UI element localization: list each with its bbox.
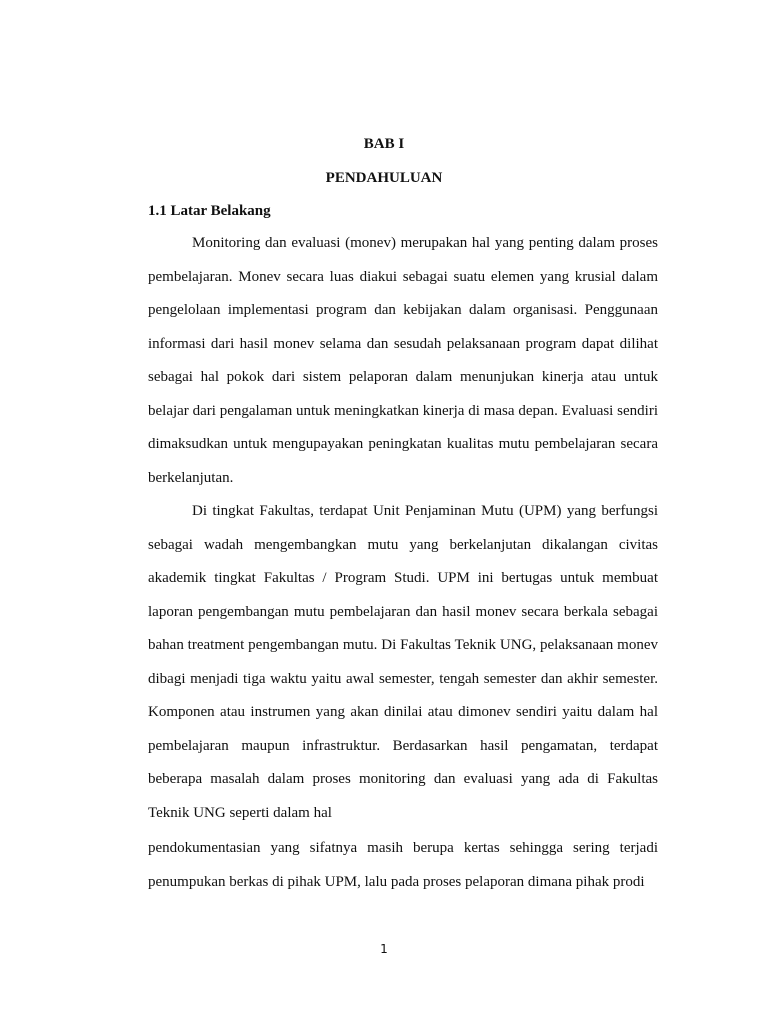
chapter-title: PENDAHULUAN (325, 170, 443, 186)
section-heading: 1.1 Latar Belakang (148, 203, 271, 219)
paragraph-1: Monitoring dan evaluasi (monev) merupakan hal yang penting dalam proses pembelajaran. Monev secara luas diakui sebagai suatu elemen yang krusial dalam pengelolaan implementasi program dan kebijakan dalam organisasi. Penggunaan informasi dari hasil monev selama dan sesudah pelaksanaan program dapat dilihat sebagai hal pokok dari sistem pelaporan dalam menunjukan kinerja atau untuk belajar dari pengalaman untuk meningkatkan kinerja di masa depan. Evaluasi sendiri dimaksudkan untuk mengupayakan peningkatan kualitas mutu pembelajaran secara berkelanjutan. (148, 235, 658, 486)
chapter-number: BAB I (363, 136, 405, 152)
paragraph-2: Di tingkat Fakultas, terdapat Unit Penjaminan Mutu (UPM) yang berfungsi sebagai wadah mengembangkan mutu yang berkelanjutan dikalangan civitas akademik tingkat Fakultas / Program Studi. UPM ini bertugas untuk membuat laporan pengembangan mutu pembelajaran dan hasil monev secara berkala sebagai bahan treatment pengembangan mutu. Di Fakultas Teknik UNG, pelaksanaan monev dibagi menjadi tiga waktu yaitu awal semester, tengah semester dan akhir semester. Komponen atau instrumen yang akan dinilai atau dimonev sendiri yaitu dalam hal pembelajaran maupun infrastruktur. Berdasarkan hasil pengamatan, terdapat beberapa masalah dalam proses monitoring dan evaluasi yang ada di Fakultas Teknik UNG seperti dalam hal (148, 503, 658, 821)
paragraph-3: pendokumentasian yang sifatnya masih berupa kertas sehingga sering terjadi penumpukan berkas di pihak UPM, lalu pada proses pelaporan dimana pihak prodi (148, 840, 658, 890)
page-number: 1 (380, 942, 388, 956)
